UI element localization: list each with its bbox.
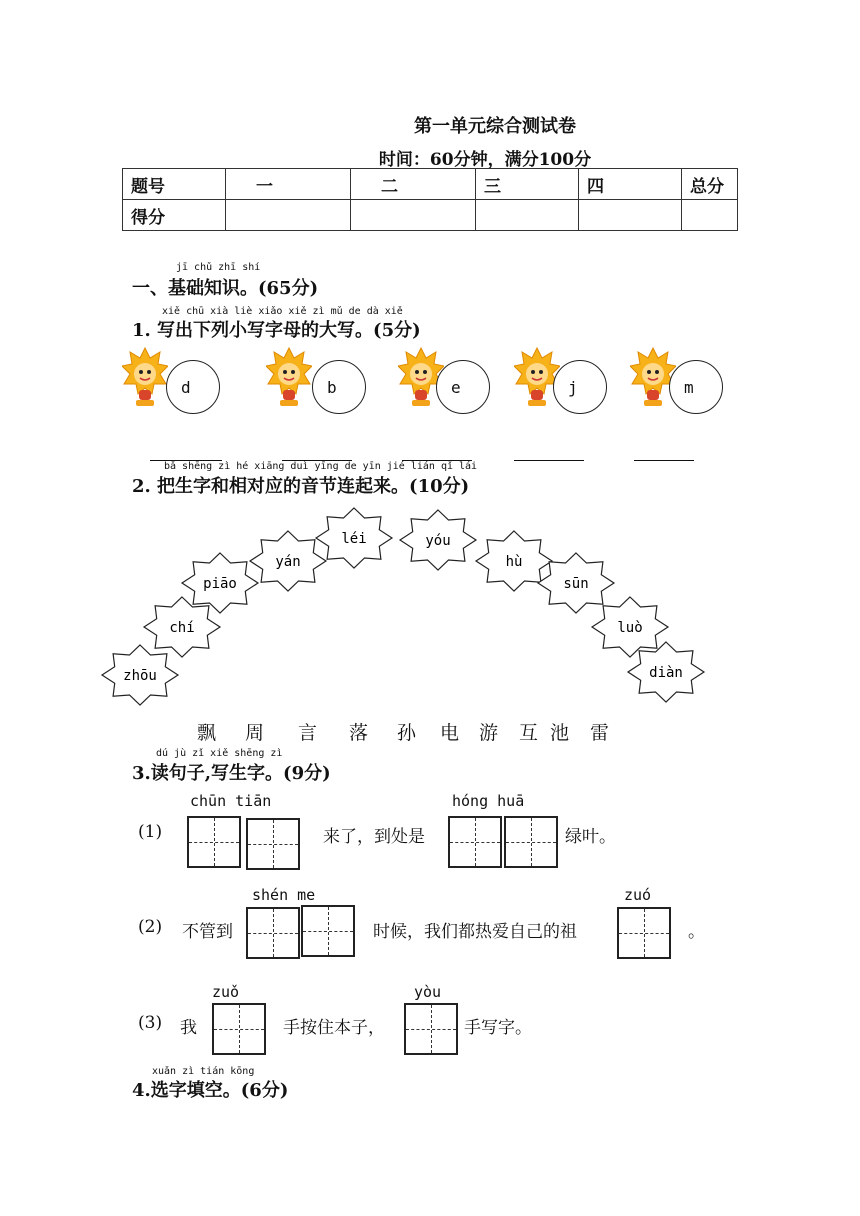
s3-mid: 手按住本子， [283, 1018, 385, 1038]
s2-pinyin-1: shén me [252, 886, 316, 904]
syllable-label: chí [169, 620, 195, 636]
syllable-star[interactable] [316, 508, 392, 568]
sun-mascot-icon [122, 346, 168, 408]
s3-start: 我 [180, 1018, 197, 1038]
q4-text: 4.选字填空。(6分) [132, 1080, 289, 1101]
syllable-star[interactable] [250, 531, 326, 591]
syllable-label: hù [505, 554, 523, 570]
table-cell: 四 [579, 169, 682, 200]
q2-text: 2. 把生字和相对应的音节连起来。(10分) [132, 476, 470, 497]
s2-end: 。 [688, 922, 705, 942]
table-row [123, 200, 738, 231]
syllable-label: luò [617, 620, 643, 636]
table-cell[interactable] [226, 200, 351, 231]
sun-mascot-icon [514, 346, 560, 408]
letter-circle: m [669, 360, 723, 414]
answer-line[interactable] [514, 460, 584, 461]
letter-circle: b [312, 360, 366, 414]
s3-pinyin-1: zuǒ [212, 983, 240, 1001]
s1-num: (1) [138, 822, 163, 842]
table-row [123, 169, 738, 200]
letter-circle: d [166, 360, 220, 414]
s1-end: 绿叶。 [565, 827, 616, 847]
syllable-label: zhōu [123, 668, 157, 684]
character-item[interactable]: 孙 [397, 722, 417, 744]
syllable-label: sūn [563, 576, 589, 592]
q1-pinyin: xiě chū xià liè xiǎo xiě zì mǔ de dà xiě [162, 306, 403, 317]
page-subtitle: 时间：60分钟，满分100分 [378, 150, 592, 170]
s1-pinyin-1: chūn tiān [190, 792, 272, 810]
writing-grid[interactable] [246, 818, 300, 870]
table-cell: 题号 [123, 169, 226, 200]
s2-mid: 时候，我们都热爱自己的祖 [373, 922, 577, 942]
writing-grid[interactable] [301, 905, 355, 957]
table-cell: 二 [351, 169, 476, 200]
table-cell[interactable] [579, 200, 682, 231]
sun-mascot-icon [630, 346, 676, 408]
table-cell: 得分 [123, 200, 226, 231]
character-item[interactable]: 雷 [590, 722, 610, 744]
section1-heading: 一、基础知识。(65分) [132, 278, 319, 299]
writing-grid[interactable] [448, 816, 502, 868]
table-cell[interactable] [351, 200, 476, 231]
s2-num: (2) [138, 917, 163, 937]
writing-grid[interactable] [404, 1003, 458, 1055]
s3-pinyin-2: yòu [414, 983, 442, 1001]
sun-mascot-icon [266, 346, 312, 408]
syllable-star[interactable] [628, 642, 704, 702]
character-item[interactable]: 飘 [197, 722, 217, 744]
letter-circle: e [436, 360, 490, 414]
table-cell: 一 [226, 169, 351, 200]
character-item[interactable]: 落 [349, 722, 369, 744]
syllable-label: léi [341, 531, 367, 547]
table-cell: 三 [476, 169, 579, 200]
writing-grid[interactable] [246, 907, 300, 959]
page-title: 第一单元综合测试卷 [414, 116, 576, 137]
s3-end: 手写字。 [464, 1018, 532, 1038]
q1-text: 1. 写出下列小写字母的大写。(5分) [132, 320, 421, 341]
s2-start: 不管到 [182, 922, 233, 942]
syllable-label: yóu [425, 533, 451, 549]
writing-grid[interactable] [504, 816, 558, 868]
syllable-star[interactable] [182, 553, 258, 613]
table-cell: 总分 [682, 169, 738, 200]
syllable-label: yán [275, 554, 301, 570]
writing-grid[interactable] [212, 1003, 266, 1055]
s2-pinyin-2: zuó [624, 886, 652, 904]
syllable-label: piāo [203, 576, 237, 592]
character-item[interactable]: 电 [440, 722, 460, 744]
letter-circle: j [553, 360, 607, 414]
answer-line[interactable] [634, 460, 694, 461]
table-cell[interactable] [682, 200, 738, 231]
q2-pinyin: bǎ shēng zì hé xiāng duì yīng de yīn jié lián qǐ lái [164, 461, 478, 472]
section1-pinyin: jī chǔ zhī shí [176, 262, 261, 273]
syllable-stars [0, 500, 860, 710]
syllable-star[interactable] [538, 553, 614, 613]
writing-grid[interactable] [617, 907, 671, 959]
s1-pinyin-2: hóng huā [452, 792, 525, 810]
s3-num: (3) [138, 1013, 163, 1033]
syllable-star[interactable] [592, 597, 668, 657]
character-item[interactable]: 游 [479, 722, 499, 744]
s1-mid: 来了，到处是 [323, 827, 425, 847]
character-item[interactable]: 互 [519, 722, 539, 744]
character-item[interactable]: 池 [550, 722, 570, 744]
q4-pinyin: xuǎn zì tián kōng [152, 1066, 255, 1077]
score-table [122, 168, 738, 231]
q3-pinyin: dú jù zǐ xiě shēng zì [156, 748, 283, 759]
syllable-label: diàn [649, 665, 683, 681]
table-cell[interactable] [476, 200, 579, 231]
character-item[interactable]: 言 [298, 722, 318, 744]
character-item[interactable]: 周 [245, 722, 265, 744]
syllable-star[interactable] [144, 597, 220, 657]
syllable-star[interactable] [102, 645, 178, 705]
syllable-star[interactable] [400, 510, 476, 570]
writing-grid[interactable] [187, 816, 241, 868]
q3-text: 3.读句子,写生字。(9分) [132, 763, 331, 784]
